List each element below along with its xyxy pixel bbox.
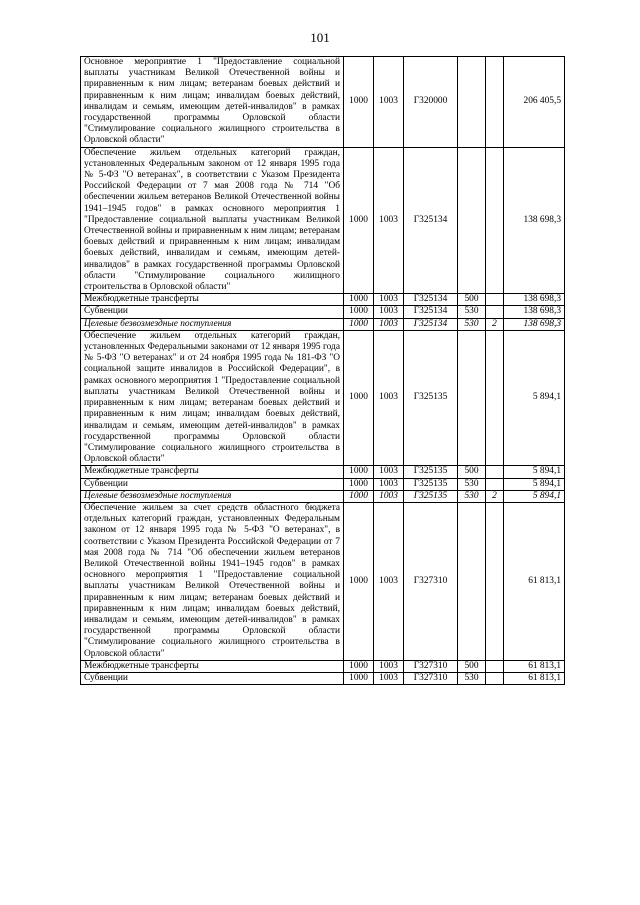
kbk-cell	[486, 660, 504, 672]
row-name-cell: Межбюджетные трансферты	[81, 294, 344, 306]
section-code-cell: 1000	[344, 660, 374, 672]
row-name-cell: Субвенции	[81, 478, 344, 490]
subsection-code-cell: 1003	[374, 57, 404, 148]
expense-type-cell	[458, 57, 486, 148]
subsection-code-cell: 1003	[374, 330, 404, 465]
subsection-code-cell: 1003	[374, 660, 404, 672]
table-row	[81, 478, 565, 490]
target-article-cell: Г325135	[404, 466, 458, 478]
page-number: 101	[310, 30, 330, 45]
subsection-code-cell: 1003	[374, 466, 404, 478]
table-row	[81, 318, 565, 330]
section-code-cell: 1000	[344, 147, 374, 294]
expense-type-cell	[458, 147, 486, 294]
section-code-cell: 1000	[344, 478, 374, 490]
section-code-cell: 1000	[344, 672, 374, 684]
table-row	[81, 330, 565, 465]
expense-type-cell	[458, 502, 486, 660]
target-article-cell: Г325134	[404, 294, 458, 306]
table-row	[81, 294, 565, 306]
target-article-cell: Г325134	[404, 306, 458, 318]
amount-cell: 206 405,5	[504, 57, 565, 148]
row-name-cell: Межбюджетные трансферты	[81, 660, 344, 672]
expense-type-cell	[458, 330, 486, 465]
subsection-code-cell: 1003	[374, 318, 404, 330]
target-article-cell: Г327310	[404, 672, 458, 684]
amount-cell: 138 698,3	[504, 318, 565, 330]
row-name-cell: Субвенции	[81, 306, 344, 318]
target-article-cell: Г320000	[404, 57, 458, 148]
row-name-cell: Субвенции	[81, 672, 344, 684]
kbk-cell	[486, 502, 504, 660]
expense-type-cell: 500	[458, 466, 486, 478]
table-row	[81, 147, 565, 294]
target-article-cell: Г327310	[404, 502, 458, 660]
table-row	[81, 502, 565, 660]
subsection-code-cell: 1003	[374, 672, 404, 684]
amount-cell: 61 813,1	[504, 660, 565, 672]
row-name-cell: Обеспечение жильем отдельных категорий граждан, установленных Федеральными законами от 12 января 1995 года № 5-ФЗ "О ветеранах" и от 24 ноября 1995 года № 181-ФЗ "О социальной защите инвалидов в Российской Федерации", в рамках основного мероприятия 1 "Предоставление социальной выплаты участникам Великой Отечественной войны и приравненным к ним лицам; ветеранам боевых действий и приравненным к ним лицам; инвалидам боевых действий, инвалидам и семьям, имеющим детей-инвалидов" в рамках государственной программы Орловской области "Стимулирование социального жилищного строительства в Орловской области"	[81, 330, 344, 465]
kbk-cell	[486, 294, 504, 306]
amount-cell: 5 894,1	[504, 490, 565, 502]
kbk-cell	[486, 672, 504, 684]
expense-type-cell: 530	[458, 672, 486, 684]
expense-type-cell: 530	[458, 306, 486, 318]
kbk-cell	[486, 147, 504, 294]
subsection-code-cell: 1003	[374, 294, 404, 306]
section-code-cell: 1000	[344, 318, 374, 330]
amount-cell: 5 894,1	[504, 466, 565, 478]
target-article-cell: Г325134	[404, 147, 458, 294]
row-name-cell: Основное мероприятие 1 "Предоставление социальной выплаты участникам Великой Отечественной войны и приравненным к ним лицам; ветеранам боевых действий и приравненным к ним лицам; инвалидам боевых действий, инвалидам и семьям, имеющим детей-инвалидов" в рамках государственной программы Орловской области "Стимулирование социального жилищного строительства в Орловской области"	[81, 57, 344, 148]
expense-type-cell: 500	[458, 660, 486, 672]
table-row	[81, 672, 565, 684]
expense-type-cell: 530	[458, 490, 486, 502]
kbk-cell	[486, 466, 504, 478]
subsection-code-cell: 1003	[374, 478, 404, 490]
target-article-cell: Г327310	[404, 660, 458, 672]
target-article-cell: Г325135	[404, 330, 458, 465]
kbk-cell	[486, 306, 504, 318]
table-row	[81, 466, 565, 478]
target-article-cell: Г325135	[404, 478, 458, 490]
table-row	[81, 490, 565, 502]
row-name-cell: Целевые безвозмездные поступления	[81, 490, 344, 502]
section-code-cell: 1000	[344, 502, 374, 660]
subsection-code-cell: 1003	[374, 502, 404, 660]
row-name-cell: Обеспечение жильем отдельных категорий граждан, установленных Федеральным законом от 12 января 1995 года № 5-ФЗ "О ветеранах", в соответствии с Указом Президента Российской Федерации от 7 мая 2008 года № 714 "Об обеспечении жильем ветеранов Великой Отечественной войны 1941–1945 годов" в рамках основного мероприятия 1 "Предоставление социальной выплаты участникам Великой Отечественной войны и приравненным к ним лицам; ветеранам боевых действий и приравненным к ним лицам; инвалидам боевых действий, инвалидам и семьям, имеющим детей-инвалидов" в рамках государственной программы Орловской области "Стимулирование социального жилищного строительства в Орловской области"	[81, 147, 344, 294]
row-name-cell: Целевые безвозмездные поступления	[81, 318, 344, 330]
section-code-cell: 1000	[344, 57, 374, 148]
section-code-cell: 1000	[344, 306, 374, 318]
kbk-cell	[486, 478, 504, 490]
subsection-code-cell: 1003	[374, 147, 404, 294]
amount-cell: 5 894,1	[504, 330, 565, 465]
table-row	[81, 306, 565, 318]
section-code-cell: 1000	[344, 294, 374, 306]
expense-type-cell: 500	[458, 294, 486, 306]
amount-cell: 61 813,1	[504, 502, 565, 660]
subsection-code-cell: 1003	[374, 490, 404, 502]
section-code-cell: 1000	[344, 466, 374, 478]
kbk-cell	[486, 57, 504, 148]
kbk-cell: 2	[486, 490, 504, 502]
expense-type-cell: 530	[458, 478, 486, 490]
section-code-cell: 1000	[344, 330, 374, 465]
table-row	[81, 57, 565, 148]
amount-cell: 138 698,3	[504, 306, 565, 318]
kbk-cell: 2	[486, 318, 504, 330]
row-name-cell: Обеспечение жильем за счет средств областного бюджета отдельных категорий граждан, установленных Федеральным законом от 12 января 1995 года № 5-ФЗ "О ветеранах", в соответствии с Указом Президента Российской Федерации от 7 мая 2008 года № 714 "Об обеспечении жильем ветеранов Великой Отечественной войны 1941–1945 годов" в рамках основного мероприятия 1 "Предоставление социальной выплаты участникам Великой Отечественной войны и приравненным к ним лицам; ветеранам боевых действий и приравненным к ним лицам; инвалидам боевых действий, инвалидам и семьям, имеющим детей-инвалидов" в рамках государственной программы Орловской области "Стимулирование социального жилищного строительства в Орловской области"	[81, 502, 344, 660]
target-article-cell: Г325135	[404, 490, 458, 502]
expense-type-cell: 530	[458, 318, 486, 330]
budget-table	[80, 56, 565, 685]
table-row	[81, 660, 565, 672]
subsection-code-cell: 1003	[374, 306, 404, 318]
row-name-cell: Межбюджетные трансферты	[81, 466, 344, 478]
target-article-cell: Г325134	[404, 318, 458, 330]
section-code-cell: 1000	[344, 490, 374, 502]
amount-cell: 138 698,3	[504, 294, 565, 306]
amount-cell: 61 813,1	[504, 672, 565, 684]
kbk-cell	[486, 330, 504, 465]
amount-cell: 5 894,1	[504, 478, 565, 490]
amount-cell: 138 698,3	[504, 147, 565, 294]
